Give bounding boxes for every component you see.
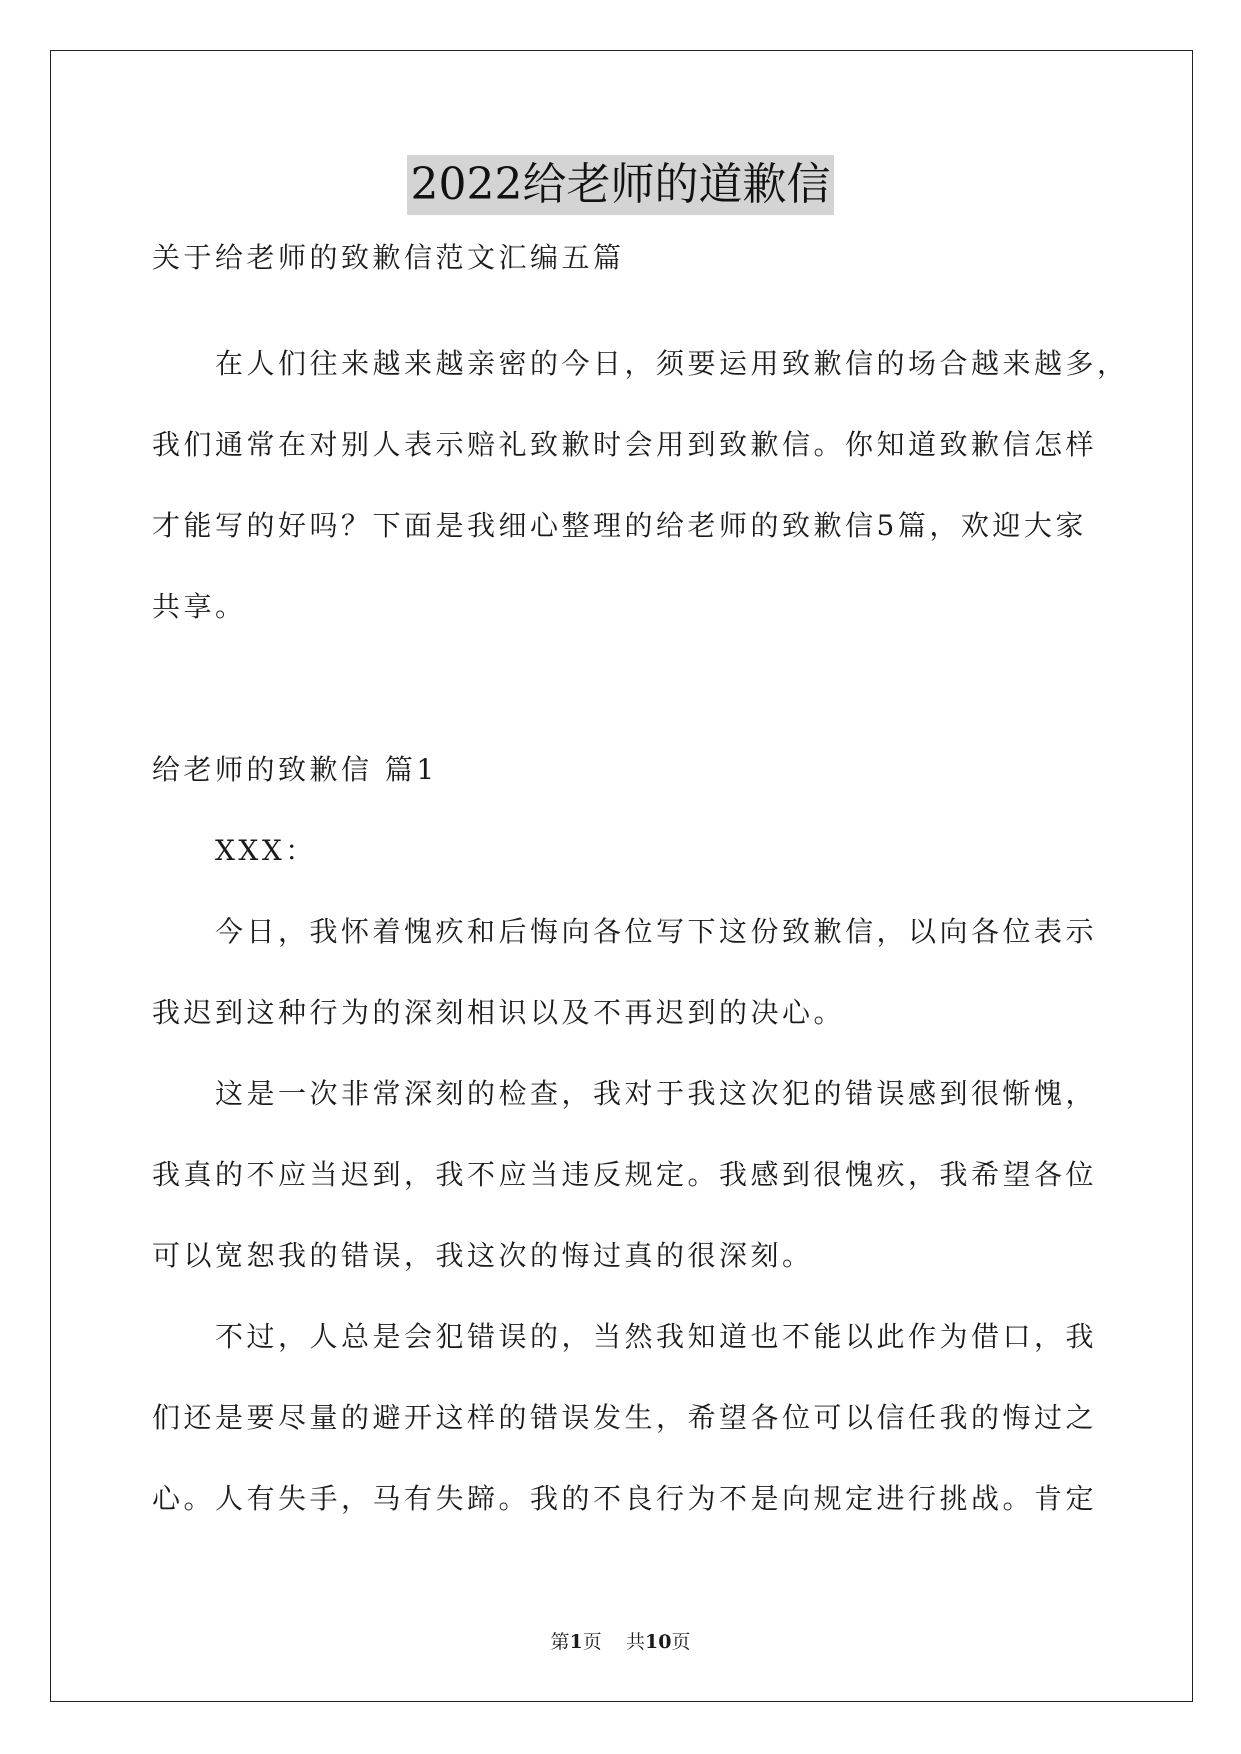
intro-line-2: 我们通常在对别人表示赔礼致歉时会用到致歉信。你知道致歉信怎样 <box>152 428 1098 461</box>
document-subtitle: 关于给老师的致歉信范文汇编五篇 <box>152 241 625 274</box>
page-footer <box>0 1630 1241 1654</box>
paragraph2-line-1: 这是一次非常深刻的检查，我对于我这次犯的错误感到很惭愧， <box>215 1077 1098 1110</box>
total-suffix: 页 <box>671 1631 691 1653</box>
intro-line-3: 才能写的好吗？下面是我细心整理的给老师的致歉信5篇，欢迎大家 <box>152 509 1087 542</box>
paragraph2-line-2: 我真的不应当迟到，我不应当违反规定。我感到很愧疚，我希望各位 <box>152 1158 1098 1191</box>
intro-line-1: 在人们往来越来越亲密的今日，须要运用致歉信的场合越来越多， <box>215 347 1129 380</box>
page-suffix: 页 <box>582 1631 602 1653</box>
paragraph1-line-2: 我迟到这种行为的深刻相识以及不再迟到的决心。 <box>152 996 846 1029</box>
page-prefix: 第 <box>550 1631 570 1653</box>
paragraph3-line-2: 们还是要尽量的避开这样的错误发生，希望各位可以信任我的悔过之 <box>152 1401 1098 1434</box>
title-container <box>0 155 1241 215</box>
paragraph3-line-3: 心。人有失手，马有失蹄。我的不良行为不是向规定进行挑战。肯定 <box>152 1482 1098 1515</box>
document-title: 2022给老师的道歉信 <box>407 155 835 215</box>
section-heading: 给老师的致歉信 篇1 <box>152 753 438 786</box>
total-prefix: 共 <box>625 1631 645 1653</box>
page-number: 1 <box>569 1631 583 1653</box>
paragraph2-line-3: 可以宽恕我的错误，我这次的悔过真的很深刻。 <box>152 1239 814 1272</box>
paragraph1-line-1: 今日，我怀着愧疚和后悔向各位写下这份致歉信，以向各位表示 <box>215 915 1098 948</box>
salutation: XXX： <box>215 834 317 867</box>
page-border <box>50 50 1193 1702</box>
paragraph3-line-1: 不过，人总是会犯错误的，当然我知道也不能以此作为借口，我 <box>215 1320 1098 1353</box>
total-pages: 10 <box>644 1631 672 1653</box>
intro-line-4: 共享。 <box>152 590 247 623</box>
